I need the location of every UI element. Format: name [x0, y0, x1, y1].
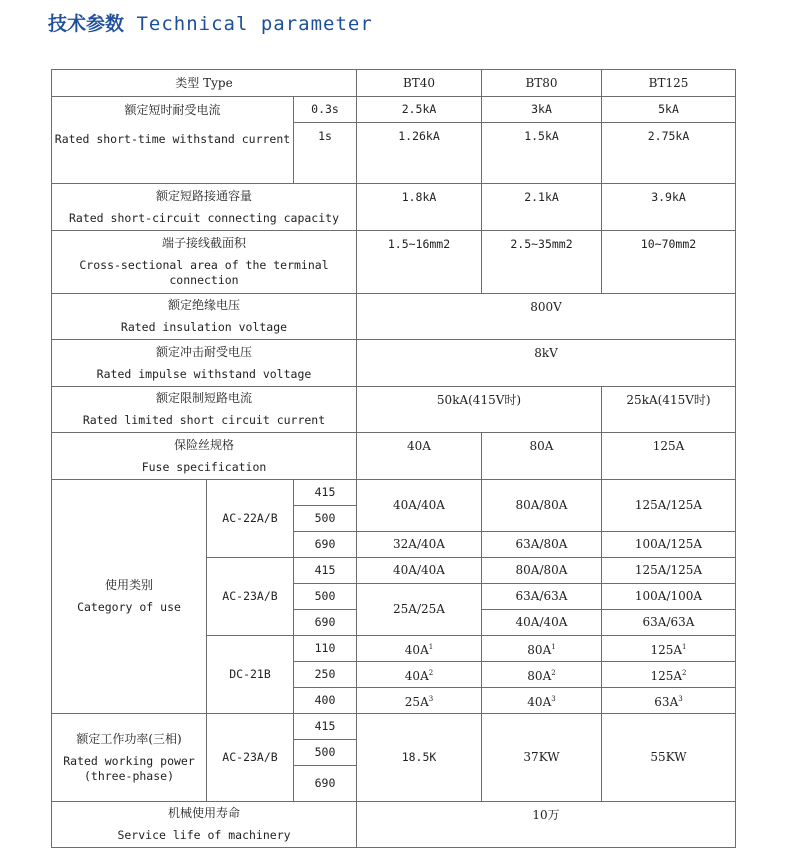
limited-row: [52, 387, 736, 433]
dc21-r3-bt125: $63A^3$: [602, 688, 736, 714]
fuse-label: [52, 433, 357, 480]
short-circuit-label: [52, 184, 357, 231]
power-ac23-label: AC-23A/B: [207, 714, 294, 802]
category-en: Category of use: [77, 600, 181, 614]
dc21-label: DC-21B: [207, 636, 294, 714]
ac22-r3-bt125: 100A/125A: [602, 532, 736, 558]
terminal-cn: 端子接线截面积: [161, 236, 246, 250]
ac23-label: AC-23A/B: [207, 558, 294, 636]
dc21-r1-bt80: $80A^1$: [482, 636, 602, 662]
model-bt125: BT125: [602, 70, 736, 97]
dc21-r3-bt80: $40A^3$: [482, 688, 602, 714]
ac23-r3-bt80: 40A/40A: [482, 610, 602, 636]
category-label: [52, 480, 207, 714]
dc21-r2-bt80: $80A^2$: [482, 662, 602, 688]
short-time-t2: 1s: [294, 123, 357, 184]
spec-table: [51, 69, 736, 848]
ac22-r1-bt125: 125A/125A: [602, 480, 736, 532]
power-bt40: 18.5K: [357, 714, 482, 802]
short-time-t2-bt125: 2.75kA: [602, 123, 736, 184]
impulse-label: [52, 340, 357, 387]
ac22-r1-bt80: 80A/80A: [482, 480, 602, 532]
terminal-bt80: 2.5~35mm2: [482, 231, 602, 294]
limited-en: Rated limited short circuit current: [82, 413, 326, 427]
short-time-t2-bt40: 1.26kA: [357, 123, 482, 184]
power-label: [52, 714, 207, 802]
short-time-label: [52, 97, 294, 184]
cat-ac22-row-1: [52, 480, 736, 506]
power-cn: 额定工作功率(三相): [76, 731, 182, 746]
dc21-r1-bt40: $40A^1$: [357, 636, 482, 662]
dc21-v1: 110: [294, 636, 357, 662]
short-circuit-row: [52, 184, 736, 231]
short-circuit-cn: 额定短路接通容量: [155, 188, 252, 203]
life-row: [52, 802, 736, 848]
dc21-r1-bt125: $125A^1$: [602, 636, 736, 662]
life-en: Service life of machinery: [117, 828, 291, 842]
dc21-r3-bt40: $25A^3$: [357, 688, 482, 714]
model-bt40: BT40: [357, 70, 482, 97]
ac22-v3: 690: [294, 532, 357, 558]
title-en: Technical parameter: [136, 13, 373, 35]
short-circuit-bt40: 1.8kA: [357, 184, 482, 231]
ac23-r1-bt40: 40A/40A: [357, 558, 482, 584]
power-bt80: 37KW: [482, 714, 602, 802]
model-bt80: BT80: [482, 70, 602, 97]
dc21-v2: 250: [294, 662, 357, 688]
ac22-v2: 500: [294, 506, 357, 532]
limited-value-bt125: 25kA(415V时): [602, 387, 736, 433]
ac22-r1-bt40: 40A/40A: [357, 480, 482, 532]
impulse-cn: 额定冲击耐受电压: [155, 344, 252, 359]
limited-label: [52, 387, 357, 433]
short-time-row-1: [52, 97, 736, 123]
ac23-r23-bt40: 25A/25A: [357, 584, 482, 636]
power-bt125: 55KW: [602, 714, 736, 802]
ac22-v1: 415: [294, 480, 357, 506]
short-circuit-bt125: 3.9kA: [602, 184, 736, 231]
short-time-t1: 0.3s: [294, 97, 357, 123]
ac22-label: AC-22A/B: [207, 480, 294, 558]
fuse-row: [52, 433, 736, 480]
insulation-label: [52, 294, 357, 340]
dc21-r2-bt40: $40A^2$: [357, 662, 482, 688]
dc21-v3: 400: [294, 688, 357, 714]
fuse-en: Fuse specification: [141, 459, 267, 474]
impulse-en: Rated impulse withstand voltage: [96, 366, 312, 381]
fuse-bt40: 40A: [357, 433, 482, 480]
fuse-bt125: 125A: [602, 433, 736, 480]
page-title: [48, 9, 373, 36]
impulse-value: 8kV: [357, 340, 736, 387]
power-en: Rated working power (three-phase): [63, 753, 195, 783]
header-row: [52, 70, 736, 97]
terminal-label: [52, 231, 357, 294]
short-time-en: Rated short-time withstand current: [54, 132, 291, 146]
terminal-row: [52, 231, 736, 294]
short-time-t1-bt125: 5kA: [602, 97, 736, 123]
terminal-bt125: 10~70mm2: [602, 231, 736, 294]
ac23-r2-bt125: 100A/100A: [602, 584, 736, 610]
power-row-1: [52, 714, 736, 740]
ac23-r2-bt80: 63A/63A: [482, 584, 602, 610]
dc21-r2-bt125: $125A^2$: [602, 662, 736, 688]
power-v2: 500: [294, 740, 357, 766]
limited-value-bt40-bt80: 50kA(415V时): [357, 387, 602, 433]
short-time-t1-bt40: 2.5kA: [357, 97, 482, 123]
insulation-row: [52, 294, 736, 340]
type-label: 类型 Type: [52, 70, 357, 97]
insulation-value: 800V: [357, 294, 736, 340]
impulse-row: [52, 340, 736, 387]
ac22-r3-bt80: 63A/80A: [482, 532, 602, 558]
short-time-t2-bt80: 1.5kA: [482, 123, 602, 184]
life-label: [52, 802, 357, 848]
insulation-cn: 额定绝缘电压: [167, 298, 240, 312]
title-cn: 技术参数: [48, 13, 125, 35]
category-cn: 使用类别: [104, 578, 153, 592]
ac22-r3-bt40: 32A/40A: [357, 532, 482, 558]
life-cn: 机械使用寿命: [167, 806, 240, 820]
ac23-r3-bt125: 63A/63A: [602, 610, 736, 636]
short-circuit-en: Rated short-circuit connecting capacity: [68, 210, 340, 225]
ac23-r1-bt80: 80A/80A: [482, 558, 602, 584]
insulation-en: Rated insulation voltage: [120, 320, 288, 334]
terminal-bt40: 1.5~16mm2: [357, 231, 482, 294]
fuse-bt80: 80A: [482, 433, 602, 480]
ac23-v1: 415: [294, 558, 357, 584]
limited-cn: 额定限制短路电流: [155, 391, 252, 405]
power-v1: 415: [294, 714, 357, 740]
power-v3: 690: [294, 766, 357, 802]
ac23-v3: 690: [294, 610, 357, 636]
fuse-cn: 保险丝规格: [173, 437, 234, 452]
short-circuit-bt80: 2.1kA: [482, 184, 602, 231]
ac23-v2: 500: [294, 584, 357, 610]
short-time-t1-bt80: 3kA: [482, 97, 602, 123]
life-value: 10万: [357, 802, 736, 848]
ac23-r1-bt125: 125A/125A: [602, 558, 736, 584]
short-time-cn: 额定短时耐受电流: [124, 103, 221, 117]
terminal-en: Cross-sectional area of the terminal connection: [79, 258, 329, 287]
